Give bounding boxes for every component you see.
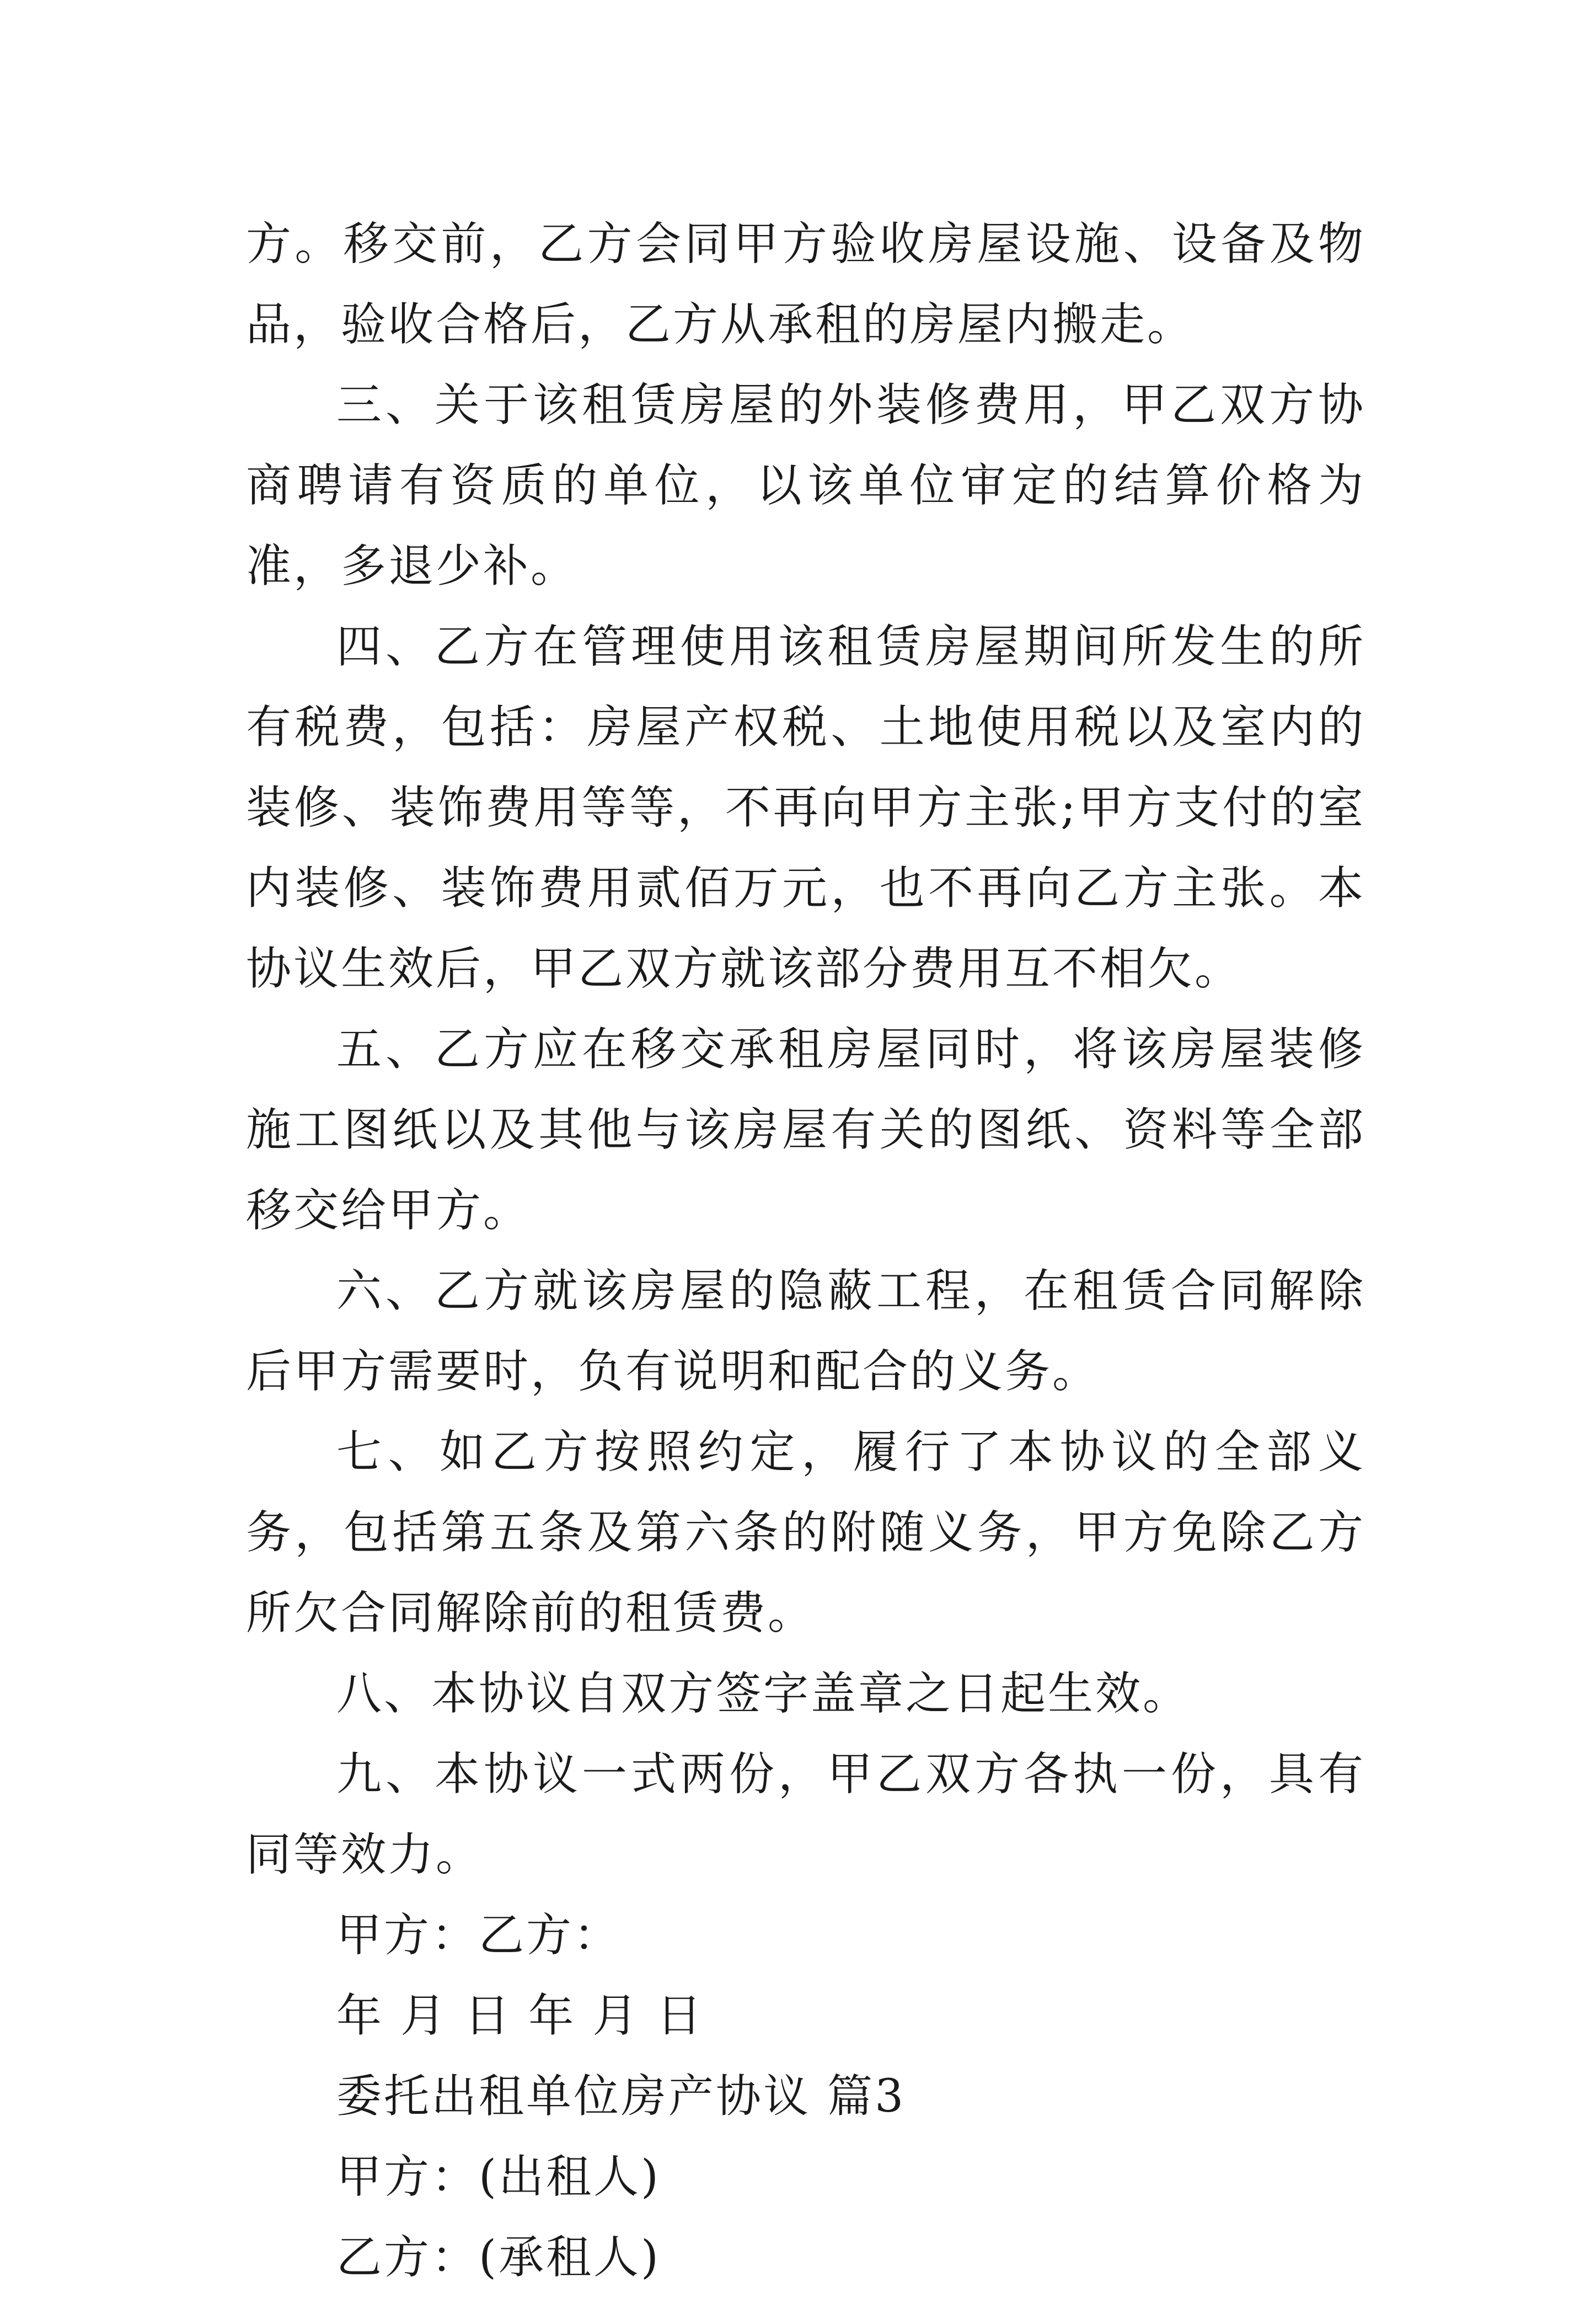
section-title: 委托出租单位房产协议 篇3 — [336, 2070, 906, 2123]
paragraph-clause-4: 四、乙方在管理使用该租赁房屋期间所发生的所有税费，包括：房屋产权税、土地使用税以及室内的装修、装饰费用等等，不再向甲方主张;甲方支付的室内装修、装饰费用贰佰万元，也不再向乙方主张。本协议生效后，甲乙双方就该部分费用互不相欠。 — [246, 621, 1365, 995]
paragraph-clause-5: 五、乙方应在移交承租房屋同时，将该房屋装修施工图纸以及其他与该房屋有关的图纸、资料等全部移交给甲方。 — [246, 1023, 1365, 1237]
party-a-line: 甲方：(出租人) — [336, 2151, 661, 2203]
paragraph-clause-7: 七、如乙方按照约定，履行了本协议的全部义务，包括第五条及第六条的附随义务，甲方免除乙方所欠合同解除前的租赁费。 — [246, 1426, 1365, 1639]
paragraph-continuation: 方。移交前，乙方会同甲方验收房屋设施、设备及物品，验收合格后，乙方从承租的房屋内搬走。 — [246, 218, 1365, 351]
document-body — [246, 204, 1365, 2298]
signature-parties: 甲方：乙方： — [336, 1909, 622, 1962]
paragraph-clause-6: 六、乙方就该房屋的隐蔽工程，在租赁合同解除后甲方需要时，负有说明和配合的义务。 — [246, 1265, 1365, 1398]
signature-dates: 年 月 日 年 月 日 — [336, 1990, 704, 2042]
paragraph-clause-9: 九、本协议一式两份，甲乙双方各执一份，具有同等效力。 — [246, 1748, 1365, 1881]
paragraph-clause-3: 三、关于该租赁房屋的外装修费用，甲乙双方协商聘请有资质的单位，以该单位审定的结算价格为准，多退少补。 — [246, 379, 1365, 592]
paragraph-clause-8: 八、本协议自双方签字盖章之日起生效。 — [336, 1668, 1191, 1720]
party-b-line: 乙方：(承租人) — [336, 2231, 661, 2284]
